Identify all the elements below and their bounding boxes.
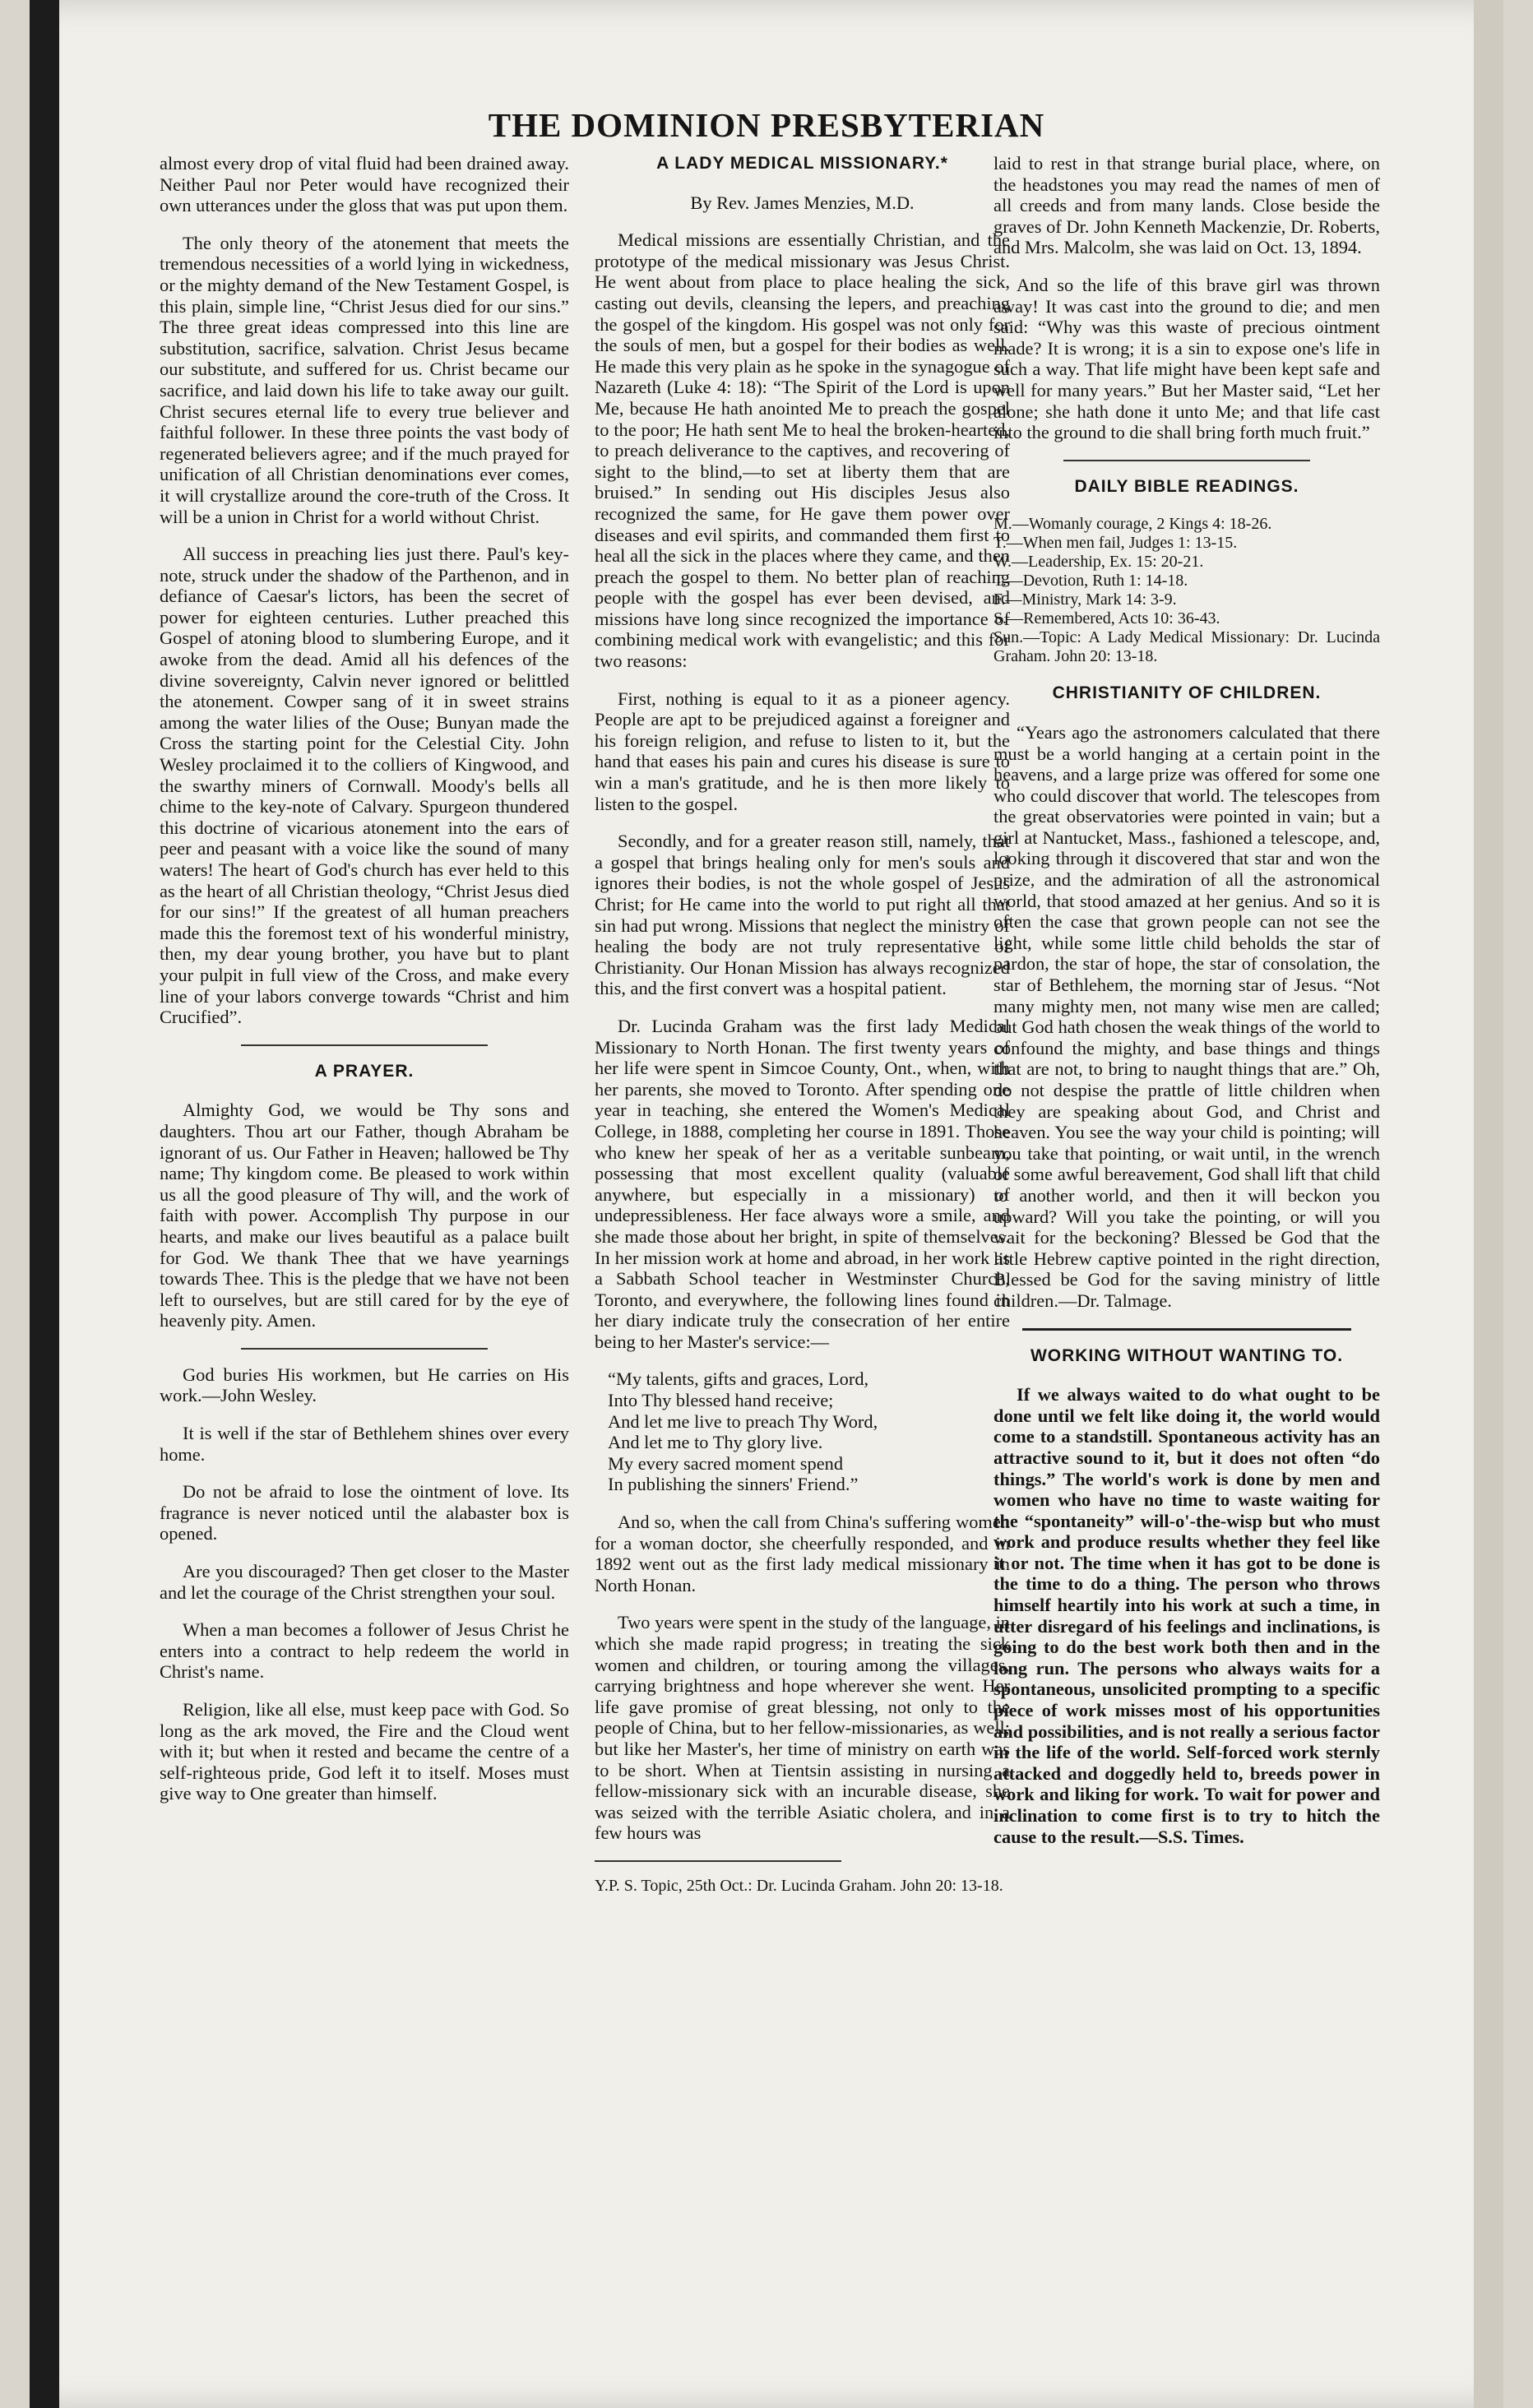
verse-line: My every sacred moment spend <box>608 1452 844 1474</box>
readings-heading: DAILY BIBLE READINGS. <box>1074 476 1299 496</box>
masthead: THE DOMINION PRESBYTERIAN <box>488 106 1045 144</box>
missionary-paragraph: Medical missions are essentially Christian, and the prototype of the medical missionary was Jesus Christ. He went about from place to place healing the sick, casting out devils, cleansing the lepers, and preaching the gospel of the kingdom. His gospel was not only for the souls of men, but a gospel for their bodies as well. He made this very plain as he spoke in the synagogue of Nazareth (Luke 4: 18): “The Spirit of the Lord is upon Me, because He hath anointed Me to preach the gospel to the poor; He hath sent Me to heal the broken-hearted, to preach deliverance to the captives, and recovering of sight to the blind,—to set at liberty them that are bruised.” In sending out His disciples Jesus also recognized the same, for He gave them power over diseases and evil spirits, and commanded them first to heal all the sick in the places where they came, and then preach the gospel to them. No better plan of reaching people with the gospel has ever been devised, and missions have long since recognized the importance of combining medical work with evangelistic; and this for two reasons: <box>595 229 1010 672</box>
section-divider <box>1022 1328 1351 1331</box>
verse-line: And let me to Thy glory live. <box>608 1432 823 1453</box>
reading-item: T.—When men fail, Judges 1: 13-15. <box>993 534 1238 553</box>
missionary-paragraph: And so, when the call from China's suffering women for a woman doctor, she cheerfully responded, and in 1892 went out as the first lady medical missionary in North Honan. <box>595 1512 1010 1595</box>
column-1 <box>160 153 569 1821</box>
verse-line: Into Thy blessed hand receive; <box>608 1390 834 1411</box>
atonement-paragraph: almost every drop of vital fluid had been drained away. Neither Paul nor Peter would have recognized their own utterances under the gloss that was put upon them. <box>160 153 569 216</box>
saying: God buries His workmen, but He carries on His work.—John Wesley. <box>160 1364 569 1406</box>
children-text: “Years ago the astronomers calculated that there must be a world hanging at a certain point in the heavens, and a large prize was offered for some one who could discover that world. The telescopes from the great observatories were pointed in vain; but a girl at Nantucket, Mass., fashioned a telescope, and, looking through it discovered that star and won the prize, and the admiration of all the astronomical world, that stood amazed at her genius. And so it is often the case that grown people can not see the light, while some little child beholds the star of pardon, the star of hope, the star of consolation, the star of Bethlehem, the morning star of Jesus. “Not many mighty men, not many wise men are called; but God hath chosen the weak things of the world to confound the mighty, and base things and things that are not, to bring to naught things that are.” Oh, do not despise the prattle of little children when they are speaking about God, and Christ and heaven. You see the way your child is pointing; will you take that pointing, or wait until, in the wrench of some awful bereavement, God shall lift that child to another world, and then it will beckon you upward? Will you take the pointing, or will you wait for the beckoning? Blessed be God that the little Hebrew captive pointed in the right direction, Blessed be God for the saving ministry of little children.—Dr. Talmage. <box>993 721 1380 1311</box>
saying: It is well if the star of Bethlehem shines over every home. <box>160 1423 569 1465</box>
working-text: If we always waited to do what ought to be done until we felt like doing it, the world would come to a standstill. Spontaneous activity has an attractive sound to it, but it does not often “do things.” The world's work is done by men and women who have no time to waste waiting for the “spontaneity” will-o'-the-wisp but who must work and produce results whether they feel like it or not. The time when it has got to be done is the time to do a thing. The person who throws himself heartily into his work at such a time, in utter disregard of his feelings and inclinations, is going to do the best work both then and in the long run. The persons who always waits for a spontaneous, unsolicited prompting to a specific piece of work misses most of his opportunities and possibilities, and is not really a serious factor in the life of the world. Self-forced work sternly attacked and doggedly held to, breeds power in work and liking for work. To wait for power and inclination to come first is to try to hitch the cause to the result.—S.S. Times. <box>993 1384 1380 1847</box>
prayer-text: Almighty God, we would be Thy sons and daughters. Thou art our Father, though Abraham be ignorant of us. Our Father in Heaven; hallowed be Thy name; Thy kingdom come. Be pleased to work within us all the good pleasure of Thy will, and the work of faith with power. Accomplish Thy purpose in our hearts, and make our lives beautiful as a palace built for God. We thank Thee that we have yearnings towards Thee. This is the pledge that we have not been left to ourselves, but are still cared for by the eye of heavenly pity. Amen. <box>160 1100 569 1331</box>
bible-readings-list <box>993 515 1380 666</box>
atonement-paragraph: The only theory of the atonement that meets the tremendous necessities of a world lying in wickedness, or the mighty demand of the New Testament Gospel, is this plain, simple line, “Christ Jesus died for our sins.” The three great ideas compressed into this line are substitution, sacrifice, salvation. Christ Jesus became our substitute, and suffered for us. Christ became our sacrifice, and laid down his life to take away our guilt. Christ secures eternal life to every true believer and faithful follower. In these three points the vast body of regenerated believers agree; and if the much prayed for unification of all Christian denominations ever comes, it will crystallize around the core-truth of the Cross. It will be a union in Christ for a world without Christ. <box>160 232 569 527</box>
missionary-paragraph: Secondly, and for a greater reason still, namely, that a gospel that brings healing only for men's souls and ignores their bodies, is not the whole gospel of Jesus Christ; for He came into the world to put right all that sin had put wrong. Missions that neglect the ministry of healing the body are not truly representative of Christianity. Our Honan Mission has always recognized this, and the first convert was a hospital patient. <box>595 831 1010 999</box>
reading-item: S.—Remembered, Acts 10: 36-43. <box>993 609 1220 628</box>
atonement-paragraph: All success in preaching lies just there. Paul's key-note, struck under the shadow of the Parthenon, and in defiance of Caesar's lictors, has been the secret of power for eighteen centuries. Luther preached this Gospel of atoning blood to slumbering Europe, and it awoke from the dead. Amid all his defences of the divine sovereignty, Calvin never ignored or belittled the atonement. Cowper sang of it in sweet strains among the water lilies of the Ouse; Bunyan made the Cross the starting point for the Celestial City. John Wesley proclaimed it to the colliers of Kingwood, and the swarthy miners of Cornwall. Moody's bells all chime to the key-note of Calvary. Spurgeon thundered this doctrine of vicarious atonement into the ears of peer and peasant with a voice like the sound of many waters! The heart of God's church has ever held to this as the heart of all Christian theology, “Christ Jesus died for our sins!” If the greatest of all human preachers made this the foremost text of his wonderful ministry, then, my dear young brother, you have but to plant your pulpit in full view of the Cross, and make every line of your labors converge towards “Christ and him Crucified”. <box>160 544 569 1028</box>
section-divider <box>241 1044 488 1046</box>
missionary-heading: A LADY MEDICAL MISSIONARY.* <box>656 154 948 173</box>
saying: When a man becomes a follower of Jesus Christ he enters into a contract to help redeem the world in Christ's name. <box>160 1619 569 1683</box>
burial-paragraph: And so the life of this brave girl was thrown away! It was cast into the ground to die; and men said: “Why was this waste of precious ointment made? It is wrong; it is a sin to expose one's life in such a way. That life might have been kept safe and well for many years.” But her Master said, “Let her alone; she hath done it unto Me; and that life cast into the ground to die shall bring forth much fruit.” <box>993 274 1380 443</box>
reading-item: F.—Ministry, Mark 14: 3-9. <box>993 590 1177 609</box>
byline: By Rev. James Menzies, M.D. <box>690 192 915 213</box>
saying: Are you discouraged? Then get closer to the Master and let the courage of the Christ strengthen your soul. <box>160 1561 569 1603</box>
verse-line: And let me live to preach Thy Word, <box>608 1410 878 1432</box>
column-3 <box>993 153 1380 1864</box>
footnote-divider <box>595 1860 841 1862</box>
children-heading: CHRISTIANITY OF CHILDREN. <box>1052 683 1322 703</box>
hymn-verse <box>608 1368 1010 1495</box>
newspaper-page <box>30 0 1503 2408</box>
section-divider <box>241 1348 488 1350</box>
saying: Do not be afraid to lose the ointment of love. Its fragrance is never noticed until the alabaster box is opened. <box>160 1481 569 1544</box>
prayer-heading: A PRAYER. <box>314 1061 415 1081</box>
missionary-paragraph: First, nothing is equal to it as a pioneer agency. People are apt to be prejudiced against a foreigner and his foreign religion, and refuse to listen to it, but the hand that eases his pain and cures his disease is sure to win a man's gratitude, and he is then more likely to listen to the gospel. <box>595 688 1010 814</box>
missionary-paragraph: Dr. Lucinda Graham was the first lady Medical Missionary to North Honan. The first twenty years of her life were spent in Simcoe County, Ont., when, with her parents, she moved to Toronto. After spending one year in teaching, she entered the Women's Medical College, in 1888, completing her course in 1891. Those who knew her speak of her as a veritable sunbeam, possessing that most excellent quality (valuable anywhere, but especially in a missionary) of undepressibleness. Her face always wore a smile, and she made those about her bright, in spite of themselves. In her mission work at home and abroad, in her work as a Sabbath School teacher in Westminster Church, Toronto, and everywhere, the following lines found in her diary indicate truly the consecration of her entire being to her Master's service:— <box>595 1015 1010 1352</box>
reading-item: Sun.—Topic: A Lady Medical Missionary: Dr. Lucinda Graham. John 20: 13-18. <box>993 628 1380 666</box>
working-heading: WORKING WITHOUT WANTING TO. <box>1030 1345 1344 1365</box>
column-2 <box>595 153 1010 1896</box>
missionary-paragraph: Two years were spent in the study of the language, in which she made rapid progress; in treating the sick women and children, or touring among the villages, carrying brightness and hope wherever she went. Her life gave promise of great blessing, not only to the people of China, but to her fellow-missionaries, as well; but like her Master's, her time of ministry on earth was to be short. When at Tientsin assisting in nursing a fellow-missionary sick with an incurable disease, she was seized with the terrible Asiatic cholera, and in a few hours was <box>595 1612 1010 1844</box>
verse-line: “My talents, gifts and graces, Lord, <box>608 1368 869 1390</box>
saying: Religion, like all else, must keep pace with God. So long as the ark moved, the Fire and the Cloud went with it; but when it rested and became the centre of a self-righteous pride, God left it to itself. Moses must give way to One greater than himself. <box>160 1699 569 1804</box>
verse-line: In publishing the sinners' Friend.” <box>608 1474 859 1495</box>
reading-item: T.—Devotion, Ruth 1: 14-18. <box>993 572 1188 590</box>
section-divider <box>1063 460 1310 461</box>
scan-edge-right <box>1474 0 1503 2408</box>
scan-edge-left <box>30 0 59 2408</box>
footnote: Y.P. S. Topic, 25th Oct.: Dr. Lucinda Graham. John 20: 13-18. <box>595 1876 1003 1895</box>
burial-paragraph: laid to rest in that strange burial place, where, on the headstones you may read the names of men of all creeds and from many lands. Close beside the graves of Dr. John Kenneth Mackenzie, Dr. Roberts, and Mrs. Malcolm, she was laid on Oct. 13, 1894. <box>993 153 1380 258</box>
reading-item: M.—Womanly courage, 2 Kings 4: 18-26. <box>993 515 1272 534</box>
reading-item: W.—Leadership, Ex. 15: 20-21. <box>993 553 1204 572</box>
